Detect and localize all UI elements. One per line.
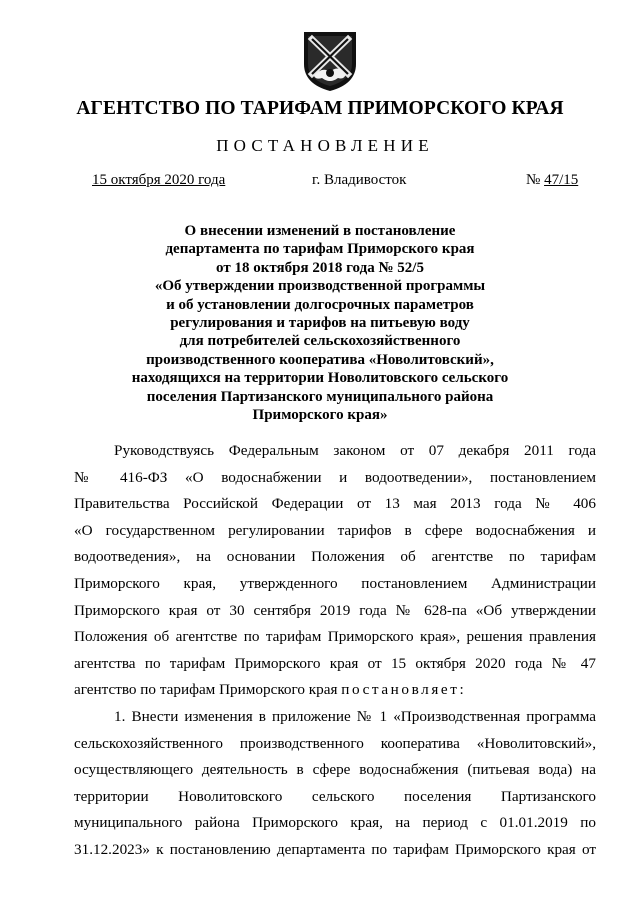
- body-line: № 416-ФЗ «О водоснабжении и водоотведении», постановлением: [74, 468, 596, 486]
- body-line: 31.12.2023» к постановлению департамента по тарифам Приморского края от: [74, 840, 596, 858]
- title-line: департамента по тарифам Приморского края: [165, 241, 475, 258]
- body-line: осуществляющего деятельность в сфере водоснабжения (питьевая вода) на: [74, 761, 596, 779]
- body-line: агентства по тарифам Приморского края от 15 октября 2020 года № 47: [74, 654, 596, 672]
- title-line: О внесении изменений в постановление: [184, 223, 456, 239]
- body-line: [74, 677, 596, 704]
- title-line: Приморского края»: [252, 407, 388, 424]
- body-line: водоотведения», на основании Положения об агентстве по тарифам: [74, 548, 596, 566]
- body-line: «О государственном регулировании тарифов в сфере водоснабжения и: [74, 521, 596, 539]
- document-city: г. Владивосток: [312, 172, 407, 188]
- number-prefix: №: [526, 172, 545, 188]
- agency-name: АГЕНТСТВО ПО ТАРИФАМ ПРИМОРСКОГО КРАЯ: [76, 98, 564, 119]
- title-line: регулирования и тарифов на питьевую воду: [170, 315, 470, 332]
- body-text: агентство по тарифам Приморского края: [74, 681, 342, 699]
- body-line: Положения об агентстве по тарифам Приморского края», решения правления: [74, 628, 596, 646]
- title-line: от 18 октября 2018 года № 52/5: [216, 259, 424, 276]
- title-line: поселения Партизанского муниципального района: [146, 388, 494, 405]
- body-line: муниципального района Приморского края, на период с 01.01.2019 по: [74, 814, 596, 832]
- document-date: 15 октября 2020 года: [92, 172, 226, 188]
- document-number: [526, 172, 578, 189]
- body-line: Приморского края, утвержденного постановлением Администрации: [74, 574, 596, 592]
- body-line: Приморского края от 30 сентября 2019 года № 628-па «Об утверждении: [74, 601, 596, 619]
- title-line: «Об утверждении производственной программы: [154, 278, 486, 295]
- number-value: 47/15: [544, 172, 579, 188]
- title-line: и об установлении долгосрочных параметров: [166, 296, 474, 313]
- coat-of-arms-icon: [300, 30, 360, 92]
- resolution-word: постановляет:: [341, 681, 467, 699]
- document-body: [74, 438, 596, 864]
- body-line: Правительства Российской Федерации от 13 мая 2013 года № 406: [74, 495, 596, 513]
- document-title: [100, 222, 540, 424]
- title-line: для потребителей сельскохозяйственного: [179, 333, 461, 350]
- body-line: территории Новолитовского сельского поселения Партизанского: [74, 787, 596, 805]
- body-line: Руководствуясь Федеральным законом от 07 декабря 2011 года: [114, 442, 596, 459]
- body-line: 1. Внести изменения в приложение № 1 «Производственная программа: [114, 707, 596, 725]
- document-type: ПОСТАНОВЛЕНИЕ: [216, 136, 434, 155]
- title-line: производственного кооператива «Новолитовский»,: [146, 351, 494, 368]
- title-line: находящихся на территории Новолитовского сельского: [131, 370, 509, 387]
- body-line: сельскохозяйственного производственного кооператива «Новолитовский»,: [74, 734, 596, 752]
